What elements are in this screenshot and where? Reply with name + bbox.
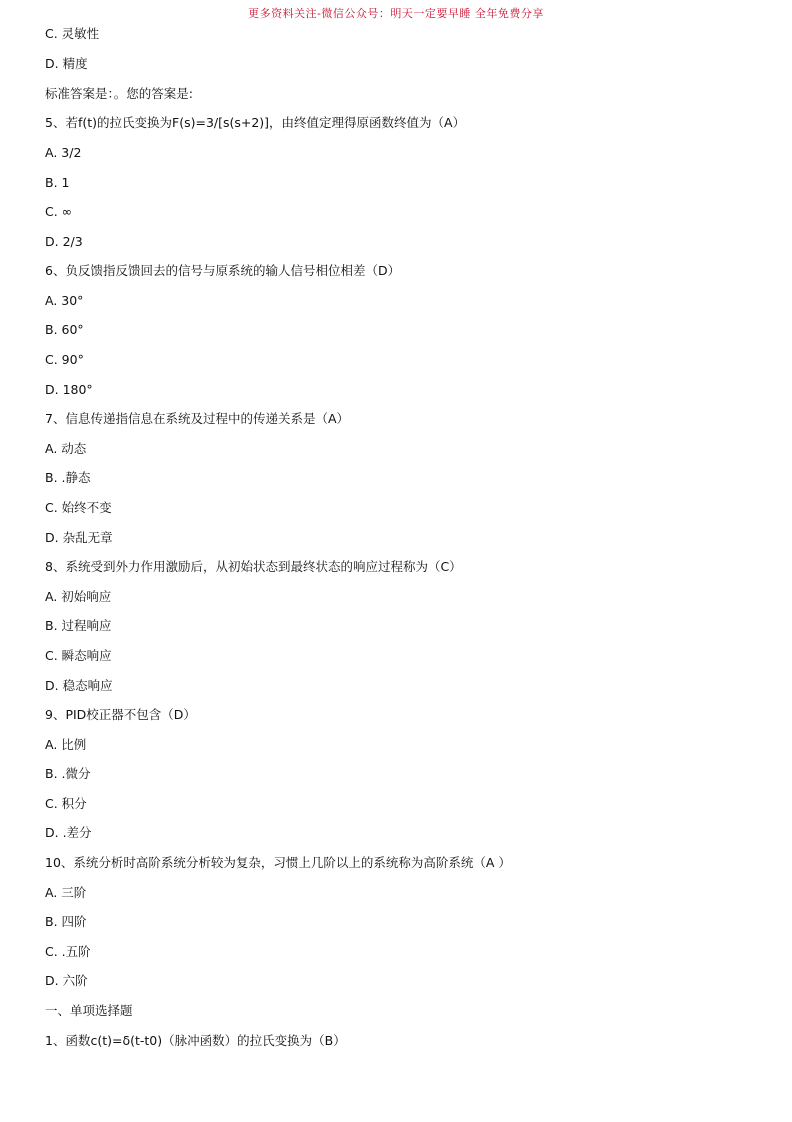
option-line: A. 3/2 [45,145,82,160]
option-line: C. 灵敏性 [45,26,100,41]
option-line: D. .差分 [45,825,92,840]
question-line: 8、系统受到外力作用激励后，从初始状态到最终状态的响应过程称为（C） [45,559,462,574]
answer-line: 标准答案是：。您的答案是: [45,86,193,101]
page-header-banner: 更多资料关注-微信公众号：明天一定要早睡 全年免费分享 [248,7,544,20]
option-line: A. 动态 [45,441,87,456]
option-line: C. 始终不变 [45,500,112,515]
option-line: A. 初始响应 [45,589,112,604]
question-line: 5、若f(t)的拉氏变换为F(s)=3/[s(s+2)]，由终值定理得原函数终值为（A） [45,115,466,130]
option-line: B. .微分 [45,766,91,781]
question-line: 1、函数c(t)=δ(t-t0)（脉冲函数）的拉氏变换为（B） [45,1033,346,1048]
option-line: D. 2/3 [45,234,83,249]
option-line: B. .静态 [45,470,91,485]
question-line: 6、负反馈指反馈回去的信号与原系统的输人信号相位相差（D） [45,263,401,278]
option-line: C. 90° [45,352,84,367]
option-line: A. 比例 [45,737,87,752]
option-line: C. 瞬态响应 [45,648,112,663]
option-line: D. 稳态响应 [45,678,113,693]
option-line: B. 1 [45,175,70,190]
option-line: B. 四阶 [45,914,87,929]
option-line: D. 杂乱无章 [45,530,113,545]
question-line: 10、系统分析时高阶系统分析较为复杂，习惯上几阶以上的系统称为高阶系统（A ） [45,855,511,870]
option-line: B. 60° [45,322,84,337]
option-line: D. 180° [45,382,93,397]
option-line: C. 积分 [45,796,87,811]
question-line: 7、信息传递指信息在系统及过程中的传递关系是（A） [45,411,350,426]
option-line: B. 过程响应 [45,618,112,633]
option-line: D. 精度 [45,56,88,71]
option-line: D. 六阶 [45,973,88,988]
option-line: A. 30° [45,293,84,308]
question-line: 9、PID校正器不包含（D） [45,707,196,722]
option-line: A. 三阶 [45,885,87,900]
section-heading: 一、单项选择题 [45,1003,133,1018]
option-line: C. ∞ [45,204,73,219]
option-line: C. .五阶 [45,944,91,959]
